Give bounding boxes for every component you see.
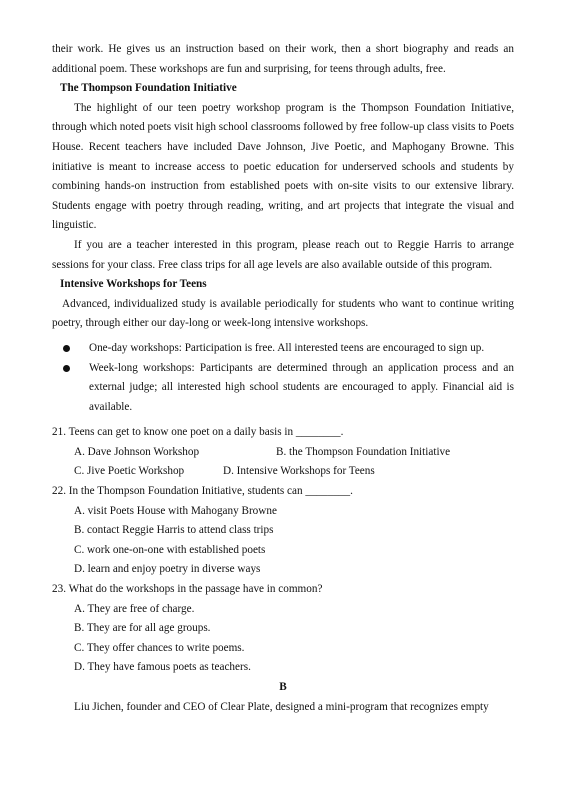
option-b: B. contact Reggie Harris to attend class trips (74, 524, 274, 537)
heading-intensive-workshops: Intensive Workshops for Teens (60, 278, 207, 291)
workshop-bullet-list (52, 339, 514, 417)
option-d: D. learn and enjoy poetry in diverse ways (74, 563, 261, 576)
option-c: C. Jive Poetic Workshop (74, 465, 185, 478)
bullet-text: One-day workshops: Participation is free. All interested teens are encouraged to sign up. (89, 341, 485, 354)
option-d: D. They have famous poets as teachers. (74, 661, 251, 674)
question-23 (52, 580, 514, 678)
paragraph-b-start: Liu Jichen, founder and CEO of Clear Plate, designed a mini-program that recognizes empty (74, 700, 489, 713)
option-a: A. visit Poets House with Mahogany Browne (74, 504, 277, 517)
options-row-ab (52, 443, 514, 463)
question-stem: 22. In the Thompson Foundation Initiative, students can ________. (52, 485, 353, 498)
option-c: C. work one-on-one with established poets (74, 543, 266, 556)
question-stem: 23. What do the workshops in the passage have in common? (52, 583, 323, 596)
question-22 (52, 482, 514, 580)
question-stem: 21. Teens can get to know one poet on a daily basis in ________. (52, 426, 344, 439)
heading-thompson-initiative: The Thompson Foundation Initiative (60, 82, 237, 95)
paragraph-teacher-contact: If you are a teacher interested in this program, please reach out to Reggie Harris to arrange sessions for your class. Free class trips for all age levels are also available outside of this program. (52, 238, 514, 271)
bullet-dot-icon (63, 365, 70, 372)
option-d: D. Intensive Workshops for Teens (223, 465, 375, 478)
paragraph-thompson: The highlight of our teen poetry workshop program is the Thompson Foundation Initiative, through which noted poets visit high school classrooms followed by free follow-up class visits to Poets House. Recent teachers have included Dave Johnson, Jive Poetic, and Maphogany Browne. This initiative is meant to increase access to poetic education for underserved schools and students by combining hands-on instruction from established poets with on-site visits to our extensive library. Students engage with poetry through reading, writing, and art projects that integrate the visual and linguistic. (52, 101, 514, 232)
bullet-dot-icon (63, 345, 70, 352)
bullet-week-long (52, 359, 514, 418)
paragraph-intro-end: their work. He gives us an instruction based on their work, then a short biography and reads an additional poem. These workshops are fun and surprising, for teens through adults, free. (52, 43, 514, 75)
bullet-one-day (52, 339, 514, 359)
option-b: B. They are for all age groups. (74, 622, 211, 635)
paragraph-intensive: Advanced, individualized study is available periodically for students who want to continue writing poetry, through either our day-long or week-long intensive workshops. (52, 297, 514, 330)
question-21 (52, 423, 514, 482)
section-b-heading: B (279, 681, 287, 693)
option-b: B. the Thompson Foundation Initiative (276, 445, 451, 458)
bullet-text: Week-long workshops: Participants are determined through an application process and an external judge; all interested high school students are encouraged to apply. Financial aid is available. (89, 361, 514, 413)
option-a: A. Dave Johnson Workshop (74, 445, 200, 458)
option-a: A. They are free of charge. (74, 602, 195, 615)
document-page (52, 40, 514, 717)
options-row-cd (52, 462, 514, 482)
option-c: C. They offer chances to write poems. (74, 641, 245, 654)
